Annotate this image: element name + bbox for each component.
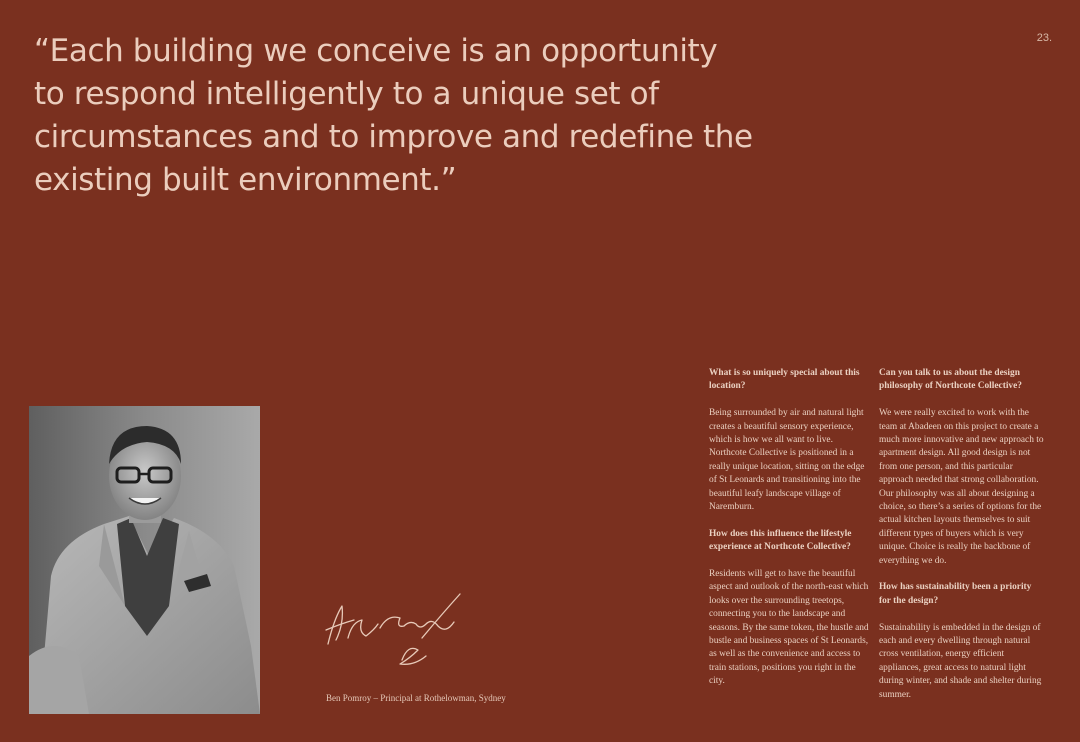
answer-lifestyle: Residents will get to have the beautiful aspect and outlook of the north-east which looks over the surrounding treetops, connecting you to the landscape and seasons. By the same token, the hustle and bustle and business spaces of St Leonards, as well as the convenience and access to train stations, positions you right in the city. — [709, 569, 869, 687]
qa-column-left — [709, 367, 869, 702]
page-number: 23. — [1036, 32, 1052, 44]
pull-quote: “Each building we conceive is an opportunity to respond intelligently to a unique set of circumstances and to improve and redefine the existing built environment.” — [34, 33, 753, 198]
answer-design-philosophy: We were really excited to work with the team at Abadeen on this project to create a much more innovative and new approach to apartment design. All good design is not from one person, and this particular approach needed that strong collaboration. Our philosophy was all about designing a choice, so there’s a series of options for the actual kitchen layouts themselves to suit different types of buyers which is very unique. Choice is really the backbone of everything we do. — [879, 408, 1044, 566]
question-design-philosophy: Can you talk to us about the design philosophy of Northcote Collective? — [879, 368, 1022, 392]
answer-sustainability: Sustainability is embedded in the design of each and every dwelling through natural cross ventilation, energy efficient appliances, great access to natural light during winter, and shade and shelter during summer. — [879, 622, 1042, 700]
question-lifestyle: How does this influence the lifestyle experience at Northcote Collective? — [709, 528, 852, 553]
photo-caption: Ben Pomroy – Principal at Rothelowman, Sydney — [326, 693, 506, 703]
question-sustainability: How has sustainability been a priority for the design? — [879, 582, 1032, 606]
portrait-photo — [29, 406, 260, 714]
answer-location: Being surrounded by air and natural light creates a beautiful sensory experience, which is how we all want to live. Northcote Collective is positioned in a really unique location, sitting on the edge of St Leonards and transitioning into the beautiful leafy landscape village of Naremburn. — [709, 408, 865, 513]
question-location: What is so uniquely special about this location? — [709, 368, 860, 392]
signature — [322, 584, 467, 676]
qa-column-right — [879, 367, 1044, 716]
